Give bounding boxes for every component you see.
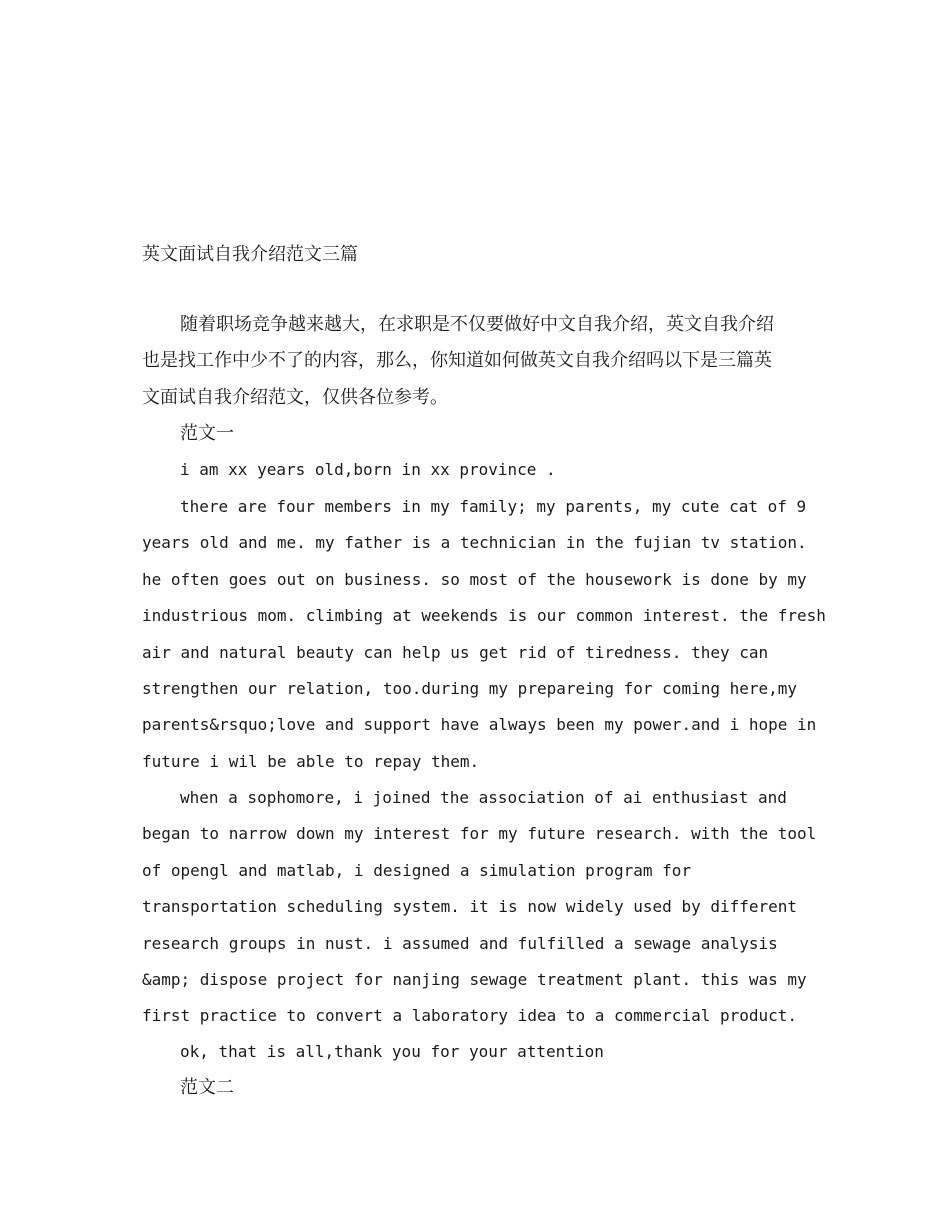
document-title: 英文面试自我介绍范文三篇 (142, 244, 358, 265)
paragraph-line: there are four members in my family; my parents, my cute cat of 9 (180, 497, 807, 516)
paragraph-2 (142, 489, 826, 780)
paragraph-line: research groups in nust. i assumed and fulfilled a sewage analysis (142, 933, 778, 953)
paragraph-line: air and natural beauty can help us get rid of tiredness. they can (142, 642, 769, 662)
paragraph-line: strengthen our relation, too.during my prepareing for coming here,my (142, 678, 798, 698)
paragraph-1: i am xx years old,born in xx province . (180, 460, 556, 479)
paragraph-line: industrious mom. climbing at weekends is our common interest. the fresh (142, 606, 826, 626)
paragraph-line: future i wil be able to repay them. (142, 751, 480, 771)
paragraph-line: transportation scheduling system. it is now widely used by different (142, 897, 798, 917)
paragraph-line: parents&rsquo;love and support have always been my power.and i hope in (142, 715, 817, 735)
section-heading-1: 范文一 (180, 423, 234, 444)
paragraph-4: ok, that is all,thank you for your attention (180, 1042, 604, 1061)
section-heading-2: 范文二 (180, 1077, 234, 1098)
paragraph-3 (142, 780, 817, 1035)
paragraph-line: years old and me. my father is a technician in the fujian tv station. (142, 533, 807, 553)
paragraph-line: of opengl and matlab, i designed a simulation program for (142, 860, 692, 880)
paragraph-line: first practice to convert a laboratory idea to a commercial product. (142, 1006, 798, 1026)
intro-line: 也是找工作中少不了的内容，那么，你知道如何做英文自我介绍吗以下是三篇英 (142, 350, 772, 372)
paragraph-line: he often goes out on business. so most of the housework is done by my (142, 569, 807, 589)
paragraph-line: when a sophomore, i joined the association of ai enthusiast and (180, 788, 787, 807)
intro-line: 文面试自我介绍范文，仅供各位参考。 (142, 386, 448, 408)
paragraph-line: &amp; dispose project for nanjing sewage treatment plant. this was my (142, 969, 807, 989)
intro-paragraph (142, 307, 810, 416)
intro-line: 随着职场竞争越来越大，在求职是不仅要做好中文自我介绍，英文自我介绍 (180, 314, 774, 335)
paragraph-line: began to narrow down my interest for my future research. with the tool (142, 824, 817, 844)
